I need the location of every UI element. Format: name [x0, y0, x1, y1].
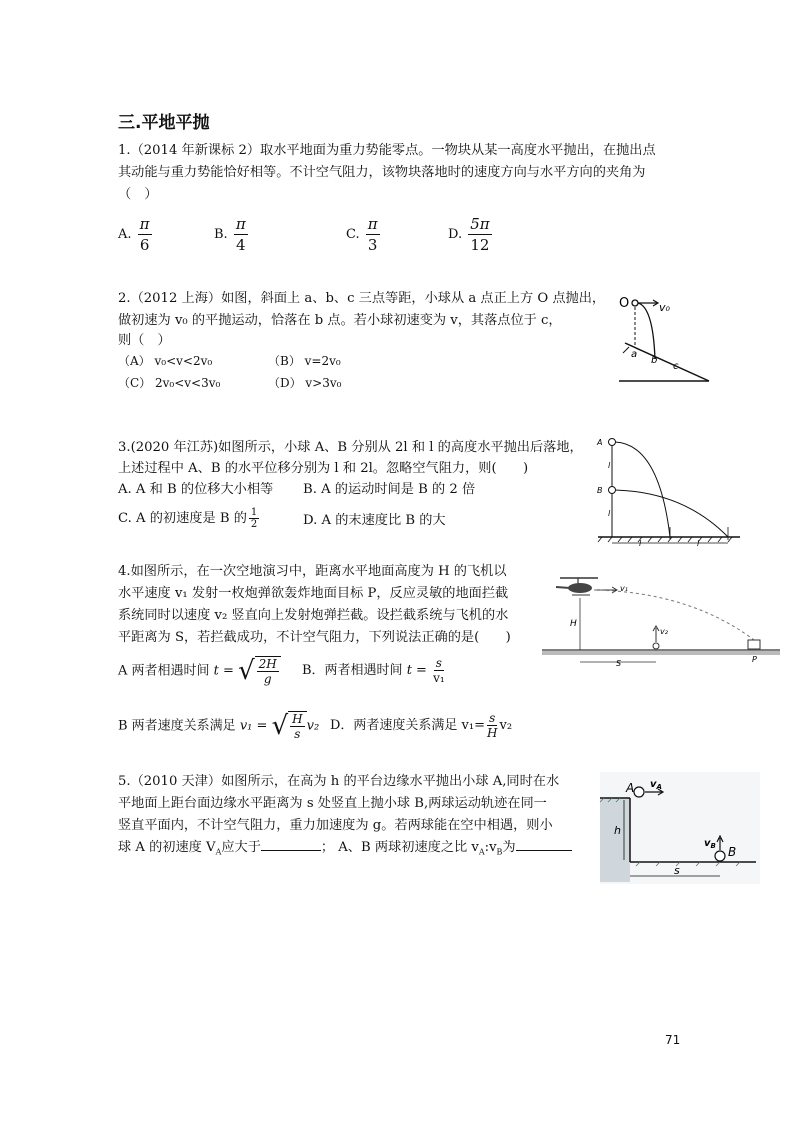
numerator: π — [139, 215, 150, 233]
q2-option-a[interactable]: （A） v₀<v<2v₀ — [118, 354, 213, 368]
section-title: 三.平地平抛 — [118, 113, 210, 133]
q1-option-b[interactable] — [214, 214, 250, 255]
q5-line3: 竖直平面内，不计空气阻力，重力加速度为 g。若两球能在空中相遇，则小 — [118, 818, 553, 833]
q4-option-b[interactable] — [302, 656, 447, 685]
q3-line2: 上述过程中 A、B 的水平位移分别为 l 和 2l。忽略空气阻力，则( ) — [118, 461, 529, 476]
q5-line2: 平地面上距台面边缘水平距离为 s 处竖直上抛小球 B,两球运动轨迹在同一 — [118, 796, 547, 811]
option-label: B. — [214, 227, 228, 242]
label-p: P — [752, 655, 757, 664]
variable: v₂ — [306, 718, 320, 734]
subscript: A — [478, 847, 485, 857]
ball-b — [715, 851, 725, 861]
helicopter-icon — [556, 578, 598, 595]
q3-option-a[interactable]: A. A 和 B 的位移大小相等 — [118, 482, 274, 497]
q4-option-c[interactable]: B 两者速度关系满足 v₁ = √ $\frac{H}{s}$ v₂ — [118, 711, 320, 741]
q5-figure — [600, 772, 760, 884]
label-a: A — [597, 438, 603, 447]
q5-line4 — [118, 837, 572, 864]
ball-a — [609, 439, 616, 446]
numerator: s — [435, 656, 442, 670]
label-c: c — [673, 361, 679, 372]
answer-blank-1[interactable] — [261, 850, 321, 851]
trajectory-a — [615, 442, 670, 537]
q3-option-c[interactable] — [118, 507, 261, 530]
label-l-lower: l — [608, 509, 611, 518]
option-label: D. — [448, 227, 463, 242]
q1-line2: 其动能与重力势能恰好相等。不计空气阻力，该物块落地时的速度方向与水平方向的夹角为 — [118, 165, 646, 180]
option-text: B 两者速度关系满足 — [118, 718, 236, 734]
label-vb: $v_B$ — [704, 838, 716, 850]
q2-line2: 做初速为 v₀ 的平抛运动，恰落在 b 点。若小球初速变为 v，其落点位于 c， — [118, 313, 562, 328]
label-v2: v₂ — [660, 627, 668, 636]
label-h: h — [614, 824, 621, 837]
label-v0: v₀ — [659, 301, 670, 314]
platform-fill — [600, 798, 630, 882]
incline-line — [625, 343, 709, 381]
q5-line1: 5.（2010 天津）如图所示，在高为 h 的平台边缘水平抛出小球 A,同时在水 — [118, 774, 560, 789]
trajectory-b — [615, 490, 728, 537]
q1-option-c[interactable] — [346, 214, 382, 255]
text: ； A、B 两球初速度之比 v — [320, 840, 479, 855]
denominator: g — [263, 672, 272, 686]
target-p — [748, 640, 760, 649]
denominator: v₁ — [433, 671, 445, 685]
q2-line1: 2.（2012 上海）如图，斜面上 a、b、c 三点等距，小球从 a 点正上方 O 点抛出， — [118, 291, 606, 306]
denominator: 12 — [470, 236, 490, 254]
label-a: A — [626, 781, 635, 795]
label-s: S — [616, 659, 622, 668]
denominator: 2 — [250, 519, 258, 530]
variable: t = — [406, 663, 427, 678]
label-l-dim1: l — [639, 539, 642, 548]
label-l-upper: l — [608, 461, 611, 470]
variable: v₁ = — [239, 718, 268, 734]
ball-a — [634, 787, 644, 797]
denominator: 3 — [367, 236, 378, 254]
option-label: A. — [118, 227, 132, 242]
q2-option-b[interactable]: （B） v=2v₀ — [268, 354, 341, 368]
option-text: B．两者相遇时间 — [302, 663, 403, 678]
text: 为 — [502, 840, 516, 855]
label-b: B — [728, 845, 737, 859]
label-s: s — [674, 864, 680, 877]
text: :v — [484, 840, 497, 855]
label-o: O — [619, 296, 630, 311]
label-a: a — [631, 349, 638, 360]
numerator: π — [235, 215, 246, 233]
denominator: 4 — [235, 236, 246, 254]
q2-option-c[interactable]: （C） 2v₀<v<3v₀ — [118, 376, 221, 390]
q1-line3: （ ） — [118, 187, 158, 202]
q3-option-b[interactable]: B. A 的运动时间是 B 的 2 倍 — [303, 482, 476, 497]
subscript: B — [496, 847, 503, 857]
label-va: $v_A$ — [650, 779, 662, 791]
option-text: A 两者相遇时间 — [118, 663, 210, 679]
numerator: π — [367, 215, 378, 233]
label-h: H — [570, 619, 577, 629]
ground-fill — [542, 651, 780, 655]
denominator: s — [294, 727, 301, 741]
numerator: 2H — [258, 657, 277, 671]
trajectory-path — [594, 590, 754, 640]
variable: t = — [213, 663, 234, 679]
q4-figure — [540, 568, 782, 668]
option-label: C. — [346, 227, 360, 242]
label-b: B — [597, 486, 603, 495]
q4-line1: 4.如图所示，在一次空地演习中，距离水平地面高度为 H 的飞机以 — [118, 564, 507, 579]
numerator: 1 — [250, 507, 258, 518]
ball-b — [609, 487, 616, 494]
q4-line2: 水平速度 v₁ 发射一枚炮弹欲轰炸地面目标 P，反应灵敏的地面拦截 — [118, 586, 509, 601]
page-number: 71 — [665, 1033, 681, 1047]
denominator: 6 — [139, 236, 150, 254]
subscript: A — [215, 847, 222, 857]
q4-option-d[interactable] — [330, 711, 512, 740]
interceptor — [653, 643, 659, 649]
text: 球 A 的初速度 V — [118, 840, 216, 855]
label-b: b — [651, 355, 658, 366]
numerator: 5π — [470, 215, 490, 233]
q2-figure — [615, 285, 715, 385]
q2-option-d[interactable]: （D） v>3v₀ — [268, 376, 342, 390]
option-text: D．两者速度关系满足 v₁= — [330, 718, 486, 733]
q3-option-d[interactable]: D. A 的末速度比 B 的大 — [303, 513, 446, 528]
text: 应大于 — [221, 840, 261, 855]
option-text: C. A 的初速度是 B 的 — [118, 511, 247, 526]
q1-option-a[interactable] — [118, 214, 154, 255]
label-l-dim2: l — [697, 539, 700, 548]
numerator: H — [292, 712, 303, 726]
q4-option-a[interactable]: A 两者相遇时间 t = √ $\frac{2H}{g}$ — [118, 656, 281, 686]
variable: v₂ — [499, 718, 513, 733]
answer-blank-2[interactable] — [516, 850, 572, 851]
q4-line3: 系统同时以速度 v₂ 竖直向上发射炮弹拦截。设拦截系统与飞机的水 — [118, 608, 509, 623]
hatch — [623, 347, 629, 353]
q2-line3: 则（ ） — [118, 333, 171, 348]
label-v1: v₁ — [620, 584, 628, 593]
q1-option-d[interactable] — [448, 214, 494, 255]
ball-o — [632, 300, 638, 306]
denominator: H — [487, 726, 498, 740]
q3-line1: 3.(2020 年江苏)如图所示，小球 A、B 分别从 2l 和 l 的高度水平抛出后落地， — [118, 440, 583, 455]
q3-figure — [594, 432, 744, 547]
numerator: s — [489, 711, 496, 725]
q4-line4: 平距离为 S，若拦截成功，不计空气阻力，下列说法正确的是( ) — [118, 630, 511, 645]
q1-line1: 1.（2014 年新课标 2）取水平地面为重力势能零点。一物块从某一高度水平抛出，在抛出点 — [118, 143, 656, 158]
